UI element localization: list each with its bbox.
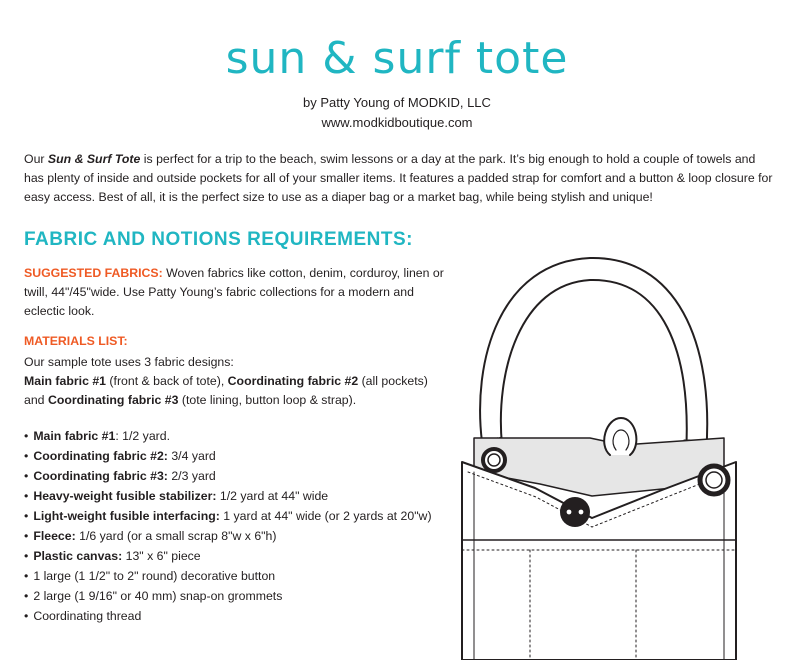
item-text: 1/2 yard at 44" wide bbox=[216, 489, 329, 503]
tote-strap bbox=[480, 258, 707, 455]
intro-lead: Our bbox=[24, 152, 48, 166]
materials-description bbox=[24, 353, 464, 410]
fabric3-text: (tote lining, button loop & strap). bbox=[178, 393, 357, 407]
item-text: 1 large (1 1/2" to 2" round) decorative button bbox=[33, 569, 276, 583]
fabric2-label: Coordinating fabric #2 bbox=[227, 374, 359, 388]
intro-paragraph bbox=[24, 150, 776, 207]
tote-illustration bbox=[440, 250, 780, 660]
fabric1-text: (front & back of tote), bbox=[106, 374, 228, 388]
item-text: 2/3 yard bbox=[167, 469, 216, 483]
item-label: Heavy-weight fusible stabilizer: bbox=[33, 489, 217, 503]
intro-text: is perfect for a trip to the beach, swim lessons or a day at the park. It’s big enough to hold a couple of towels and has plenty of inside and outside pockets for all of your smaller items. It features a padded strap for comfort and a button & loop closure for easy access. Best of all, it is the perfect size to use as a diaper bag or a market bag, while being stylish and unique! bbox=[24, 152, 773, 204]
list-item bbox=[24, 446, 454, 466]
grommet-left bbox=[483, 449, 505, 471]
section-heading: FABRIC AND NOTIONS REQUIREMENTS: bbox=[24, 229, 413, 250]
item-label: Plastic canvas: bbox=[33, 549, 123, 563]
list-item bbox=[24, 426, 454, 446]
intro-product-name: Sun & Surf Tote bbox=[47, 152, 141, 166]
list-item bbox=[24, 506, 454, 526]
website-url: www.modkidboutique.com bbox=[321, 115, 473, 130]
suggested-fabrics-text: Woven fabrics like cotton, denim, corduroy, linen or twill, 44"/45"wide. Use Patty Young’s fabric collections for a modern and eclectic look. bbox=[24, 266, 444, 318]
and-text: and bbox=[24, 393, 48, 407]
decorative-button bbox=[560, 497, 590, 527]
fabric2-text: (all pockets) bbox=[358, 374, 428, 388]
author-byline: by Patty Young of MODKID, LLC bbox=[303, 95, 491, 110]
materials-heading: MATERIALS LIST: bbox=[24, 334, 128, 348]
item-text: : 1/2 yard. bbox=[115, 429, 171, 443]
grommet-right bbox=[700, 466, 728, 494]
list-item bbox=[24, 546, 454, 566]
item-label: Main fabric #1 bbox=[33, 429, 116, 443]
list-item bbox=[24, 586, 454, 606]
item-text: 2 large (1 9/16" or 40 mm) snap-on grommets bbox=[33, 589, 283, 603]
suggested-fabrics bbox=[24, 264, 454, 321]
fabric1-label: Main fabric #1 bbox=[24, 374, 107, 388]
item-label: Coordinating fabric #2: bbox=[33, 449, 168, 463]
fabric3-label: Coordinating fabric #3 bbox=[47, 393, 179, 407]
item-label: Fleece: bbox=[33, 529, 76, 543]
list-item bbox=[24, 486, 454, 506]
list-item bbox=[24, 526, 454, 546]
item-label: Coordinating fabric #3: bbox=[33, 469, 168, 483]
tote-strap-inner bbox=[501, 280, 687, 455]
materials-line1: Our sample tote uses 3 fabric designs: bbox=[24, 355, 234, 369]
item-text: 1 yard at 44" wide (or 2 yards at 20"w) bbox=[219, 509, 432, 523]
page-title: sun & surf tote bbox=[225, 33, 569, 84]
list-item bbox=[24, 566, 454, 586]
suggested-fabrics-label: SUGGESTED FABRICS: bbox=[24, 266, 163, 280]
button-loop bbox=[604, 418, 636, 455]
item-text: 1/6 yard (or a small scrap 8"w x 6"h) bbox=[75, 529, 277, 543]
item-label: Light-weight fusible interfacing: bbox=[33, 509, 220, 523]
list-item bbox=[24, 606, 454, 626]
list-item bbox=[24, 466, 454, 486]
item-text: Coordinating thread bbox=[33, 609, 142, 623]
item-text: 3/4 yard bbox=[167, 449, 216, 463]
item-text: 13" x 6" piece bbox=[122, 549, 201, 563]
requirements-list bbox=[24, 426, 454, 626]
